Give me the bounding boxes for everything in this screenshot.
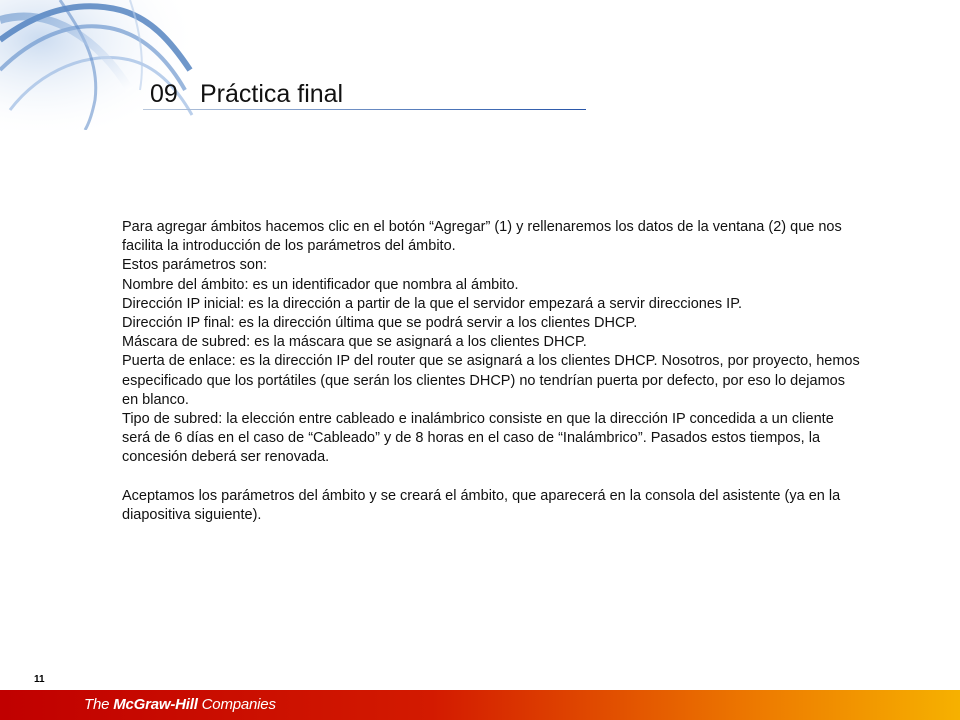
footer-bar — [0, 690, 960, 720]
paragraph-intro: Para agregar ámbitos hacemos clic en el botón “Agregar” (1) y rellenaremos los datos de la ventana (2) que nos facilita la introducción de los parámetros del ámbito. — [122, 219, 842, 255]
decorative-swirl-graphic — [0, 0, 200, 130]
page-title: Práctica final — [200, 80, 344, 108]
logo-suffix: Companies — [197, 696, 276, 713]
publisher-logo — [84, 696, 276, 713]
paragraph-start-ip: Dirección IP inicial: es la dirección a partir de la que el servidor empezará a servir direcciones IP. — [122, 295, 743, 312]
paragraph-subnet-mask: Máscara de subred: es la máscara que se asignará a los clientes DHCP. — [122, 334, 587, 351]
paragraph-scope-name: Nombre del ámbito: es un identificador que nombra al ámbito. — [122, 276, 519, 293]
paragraph-gateway: Puerta de enlace: es la dirección IP del router que se asignará a los clientes DHCP. Nosotros, por proyecto, hemos especificado que los portátiles (que serán los clientes DHCP) no tendrían puerta por defecto, por eso lo dejamos en blanco. — [122, 353, 860, 408]
chapter-number: 09 — [150, 80, 178, 108]
paragraph-spacer — [122, 468, 862, 487]
logo-prefix: The — [84, 696, 114, 713]
page-number: 11 — [34, 674, 45, 685]
paragraph-params-heading: Estos parámetros son: — [122, 257, 268, 274]
paragraph-end-ip: Dirección IP final: es la dirección última que se podrá servir a los clientes DHCP. — [122, 315, 638, 332]
header-divider — [143, 109, 586, 110]
slide-header — [150, 80, 343, 109]
paragraph-subnet-type: Tipo de subred: la elección entre cableado e inalámbrico consiste en que la dirección IP concedida a un cliente será de 6 días en el caso de “Cableado” y de 8 horas en el caso de “Inalámbrico”. Pasados estos tiempos, la concesión deberá ser renovada. — [122, 411, 834, 466]
body-text — [122, 218, 862, 525]
paragraph-conclusion: Aceptamos los parámetros del ámbito y se creará el ámbito, que aparecerá en la consola del asistente (ya en la diapositiva siguiente). — [122, 487, 841, 523]
logo-brand: McGraw-Hill — [113, 696, 198, 713]
